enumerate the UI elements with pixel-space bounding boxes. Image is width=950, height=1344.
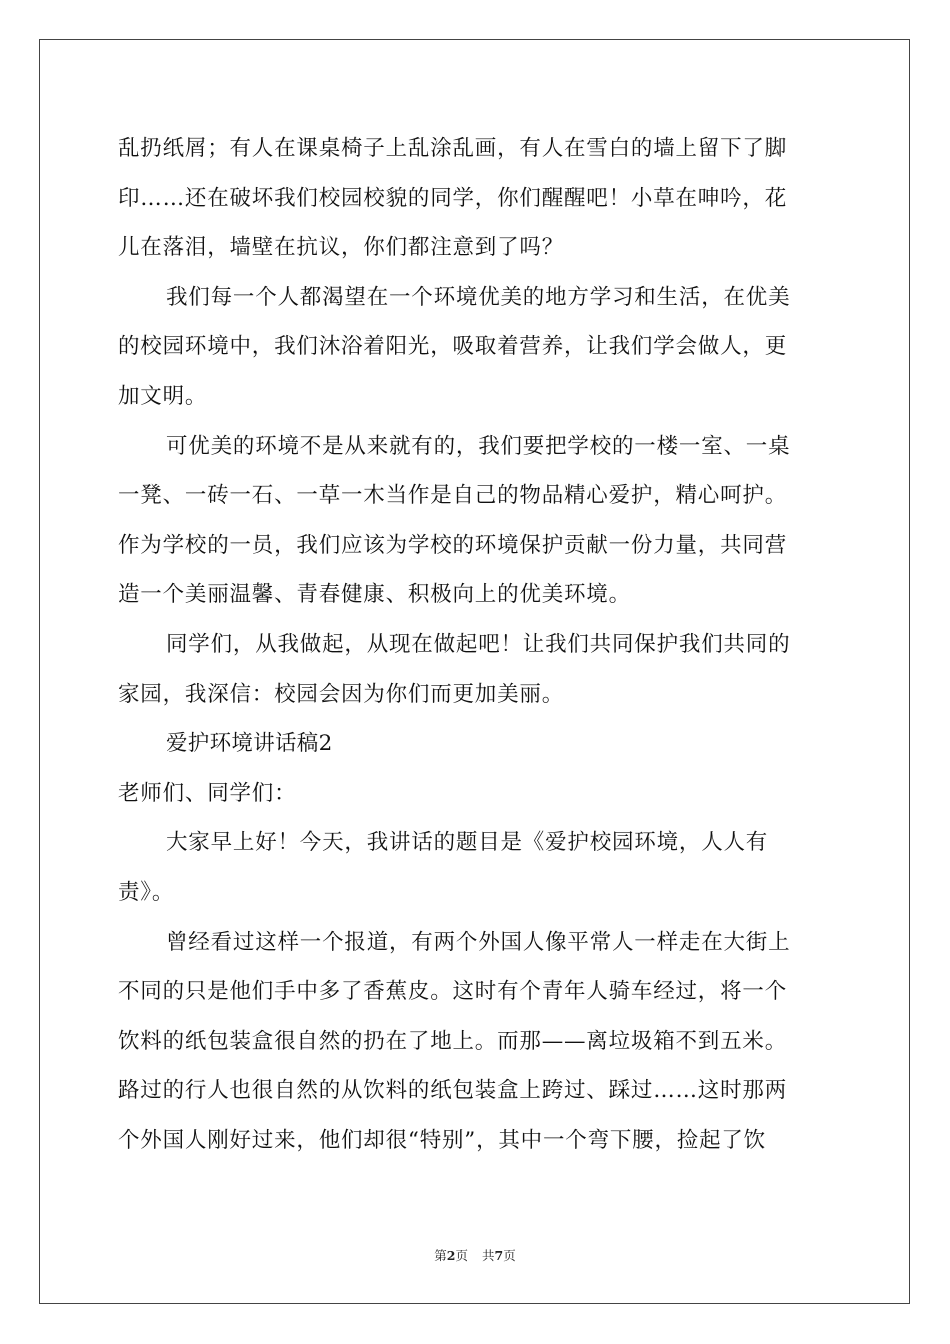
text-line: 不同的只是他们手中多了香蕉皮。这时有个青年人骑车经过，将一个 (118, 979, 788, 1005)
text-line: 大家早上好！今天，我讲话的题目是《爱护校园环境，人人有 (166, 830, 769, 856)
total-prefix: 共 (482, 1248, 495, 1263)
text-line: 印……还在破坏我们校园校貌的同学，你们醒醒吧！小草在呻吟，花 (118, 185, 788, 211)
text-line: 加文明。 (118, 383, 208, 409)
text-line: 饮料的纸包装盒很自然的扔在了地上。而那——离垃圾箱不到五米。 (118, 1028, 788, 1054)
document-body (118, 124, 832, 1165)
text-line: 我们每一个人都渴望在一个环境优美的地方学习和生活，在优美 (166, 284, 791, 310)
text-line: 责》。 (118, 879, 175, 905)
page-prefix: 第 (434, 1248, 447, 1263)
text-line: 个外国人刚好过来，他们却很“特别”，其中一个弯下腰，捡起了饮 (118, 1127, 766, 1153)
text-line: 一凳、一砖一石、一草一木当作是自己的物品精心爱护，精心呵护。 (118, 483, 788, 509)
page-total: 7 (494, 1248, 504, 1263)
text-line: 曾经看过这样一个报道，有两个外国人像平常人一样走在大街上 (166, 929, 791, 955)
text-line: 的校园环境中，我们沐浴着阳光，吸取着营养，让我们学会做人，更 (118, 334, 788, 360)
text-line: 造一个美丽温馨、青春健康、积极向上的优美环境。 (118, 582, 631, 608)
text-line: 同学们，从我做起，从现在做起吧！让我们共同保护我们共同的 (166, 631, 791, 657)
salutation: 老师们、同学们： (118, 780, 297, 806)
text-line: 儿在落泪，墙壁在抗议，你们都注意到了吗？ (118, 235, 565, 261)
text-line: 可优美的环境不是从来就有的，我们要把学校的一楼一室、一桌 (166, 433, 791, 459)
page-footer (0, 1246, 950, 1264)
text-line: 路过的行人也很自然的从饮料的纸包装盒上跨过、踩过……这时那两 (118, 1078, 788, 1104)
text-line: 家园，我深信：校园会因为你们而更加美丽。 (118, 681, 565, 707)
text-line: 作为学校的一员，我们应该为学校的环境保护贡献一份力量，共同营 (118, 532, 788, 558)
page-suffix: 页 (455, 1248, 468, 1263)
text-line: 乱扔纸屑；有人在课桌椅子上乱涂乱画，有人在雪白的墙上留下了脚 (118, 136, 788, 161)
page-number: 2 (446, 1248, 456, 1263)
total-suffix: 页 (503, 1248, 516, 1263)
section-title: 爱护环境讲话稿2 (166, 731, 333, 757)
